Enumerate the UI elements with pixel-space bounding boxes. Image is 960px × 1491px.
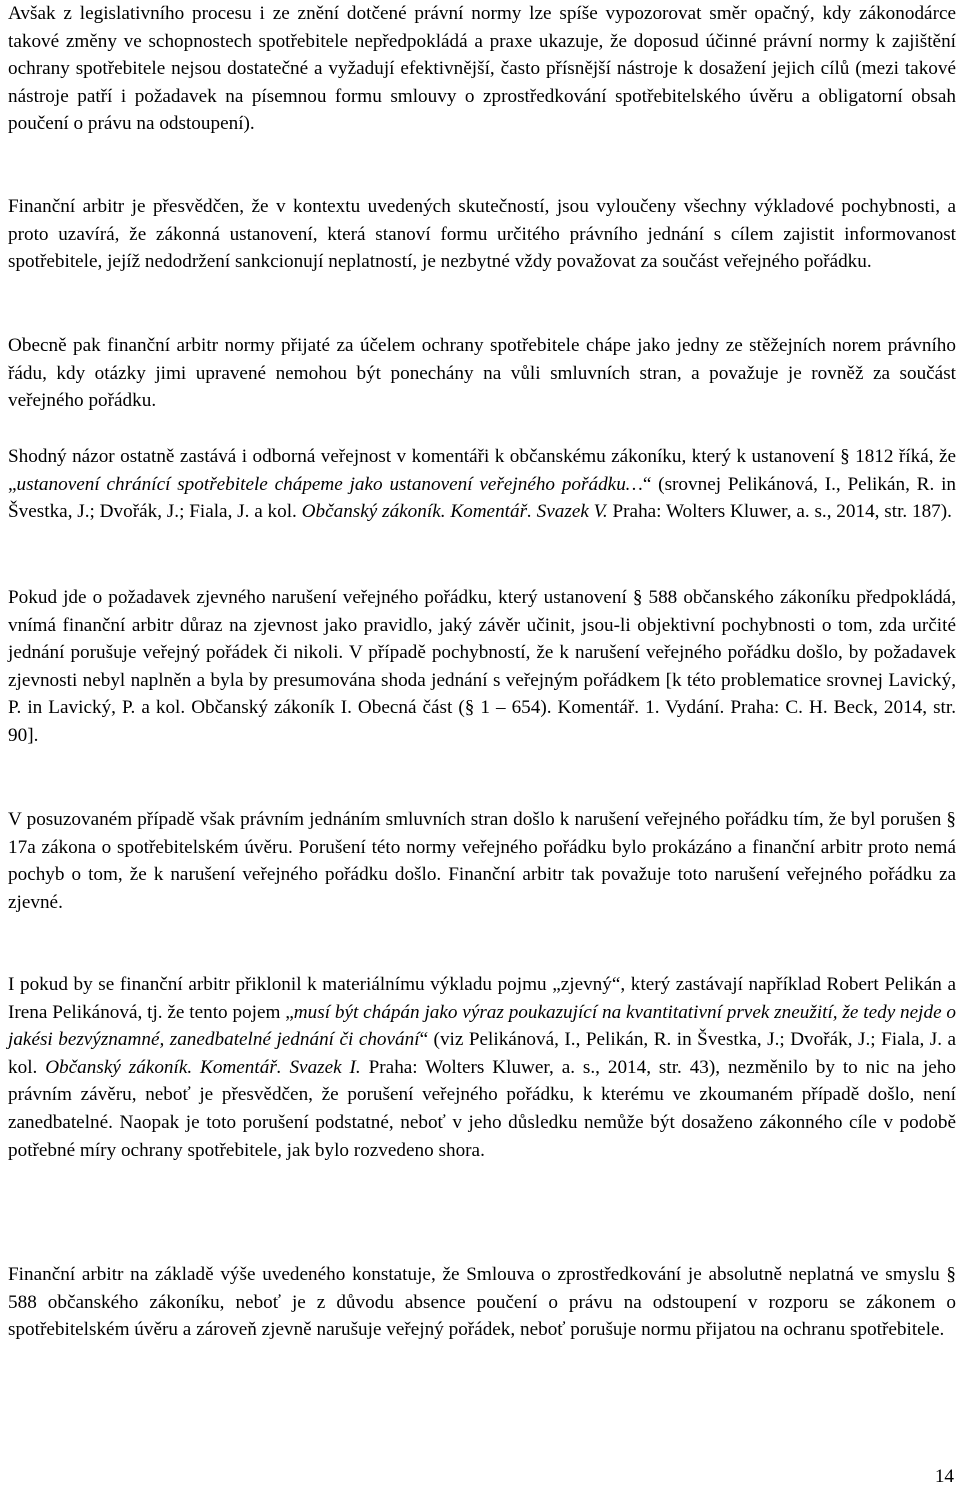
italic-text-segment: musí být chápán jako výraz poukazující na kvantitativní prvek zneužití, že tedy nejde o jakési bezvýznamné, zanedbatelné jednání či chování bbox=[8, 1001, 957, 1051]
text-segment: Pokud jde o požadavek zjevného narušení veřejného pořádku, který ustanovení § 588 občanského zákoníku předpokládá, vnímá finanční arbitr důraz na zjevnost jako pravidlo, jaký závěr učinit, jsou-li objektivní pochybnosti o tom, zda určité jednání porušuje veřejný pořádek či nikoli. V případě pochybností, že k narušení veřejného pořádku došlo, by požadavek zjevnosti nebyl naplněn a byla by presumována shoda jednání s veřejným pořádkem [k této problematice srovnej Lavický, P. in Lavický, P. a kol. Občanský zákoník I. Obecná část (§ 1 – 654). Komentář. 1. Vydání. Praha: C. H. Beck, 2014, str. 90]. bbox=[8, 587, 956, 746]
page-number: 14 bbox=[934, 1466, 954, 1487]
paragraph-8 bbox=[8, 1261, 956, 1344]
text-segment: Obecně pak finanční arbitr normy přijaté za účelem ochrany spotřebitele chápe jako jedny ze stěžejních norem právního řádu, kdy otázky jimi upravené nemohou být ponechány na vůli smluvních stran, a považuje je rovněž za součást veřejného pořádku. bbox=[8, 335, 956, 412]
text-segment: Shodný názor ostatně zastává i odborná veřejnost v komentáři k občanskému zákoníku, který k ustanovení § 1812 říká, že „ bbox=[8, 446, 956, 495]
text-segment: V posuzovaném případě však právním jednáním smluvních stran došlo k narušení veřejného pořádku tím, že byl porušen § 17a zákona o spotřebitelském úvěru. Porušení této normy veřejného pořádku bylo prokázáno a finanční arbitr proto nemá pochyb o tom, že k narušení veřejného pořádku došlo. Finanční arbitr tak považuje toto narušení veřejného pořádku za zjevné. bbox=[8, 809, 956, 913]
paragraph-6 bbox=[8, 806, 956, 916]
paragraph-3 bbox=[8, 332, 956, 415]
paragraph-5 bbox=[8, 584, 956, 750]
text-segment: “ (srovnej Pelikánová, I., Pelikán, R. in Švestka, J.; Dvořák, J.; Fiala, J. a kol. bbox=[8, 473, 956, 523]
text-segment: Finanční arbitr na základě výše uvedeného konstatuje, že Smlouva o zprostředkování je absolutně neplatná ve smyslu § 588 občanského zákoníku, neboť je z důvodu absence poučení o právu na odstoupení v rozporu se zákonem o spotřebitelském úvěru a zároveň zjevně narušuje veřejný pořádek, neboť porušuje normu přijatou na ochranu spotřebitele. bbox=[8, 1264, 956, 1341]
text-segment: Finanční arbitr je přesvědčen, že v kontextu uvedených skutečností, jsou vyloučeny všechny výkladové pochybnosti, a proto uzavírá, že zákonná ustanovení, která stanoví formu určitého právního jednání s cílem zajistit informovanost spotřebitele, jejíž nedodržení sankcionují neplatností, je nezbytné vždy považovat za součást veřejného pořádku. bbox=[8, 196, 956, 273]
italic-text-segment: Občanský zákoník. Komentář. Svazek I. bbox=[45, 1056, 361, 1078]
text-segment: Avšak z legislativního procesu i ze znění dotčené právní normy lze spíše vypozorovat směr opačný, kdy zákonodárce takové změny ve schopnostech spotřebitele nepředpokládá a praxe ukazuje, že doposud účinné právní normy k zajištění ochrany spotřebitele nejsou dostatečné a vyžadují efektivnější, často přísnější nástroje k dosažení jejich cílů (mezi takové nástroje patří i požadavek na písemnou formu smlouvy o zprostředkování spotřebitelského úvěru a obligatorní obsah poučení o právu na odstoupení). bbox=[8, 3, 956, 135]
paragraph-4 bbox=[8, 443, 956, 526]
italic-text-segment: Občanský zákoník. Komentář. Svazek V. bbox=[301, 501, 608, 523]
italic-text-segment: ustanovení chránící spotřebitele chápeme jako ustanovení veřejného pořádku… bbox=[16, 473, 643, 495]
paragraph-7 bbox=[8, 971, 956, 1164]
text-segment: Praha: Wolters Kluwer, a. s., 2014, str. 43), nezměnilo by to nic na jeho právním závěru, neboť je přesvědčen, že porušení veřejného pořádku, k kterému ve zkoumaném případě došlo, není zanedbatelné. Naopak je toto porušení podstatné, neboť v jeho důsledku nemůže být dosaženo zákonného cíle v podobě potřebné míry ochrany spotřebitele, jak bylo rozvedeno shora. bbox=[8, 1056, 956, 1161]
paragraph-1 bbox=[8, 0, 956, 138]
text-segment: “ (viz Pelikánová, I., Pelikán, R. in Švestka, J.; Dvořák, J.; Fiala, J. a kol. bbox=[8, 1029, 956, 1078]
paragraph-2 bbox=[8, 193, 956, 276]
text-segment: I pokud by se finanční arbitr přiklonil k materiálnímu výkladu pojmu „zjevný“, který zastávají například Robert Pelikán a Irena Pelikánová, tj. že tento pojem „ bbox=[8, 974, 956, 1023]
text-segment: Praha: Wolters Kluwer, a. s., 2014, str. 187). bbox=[607, 501, 952, 523]
